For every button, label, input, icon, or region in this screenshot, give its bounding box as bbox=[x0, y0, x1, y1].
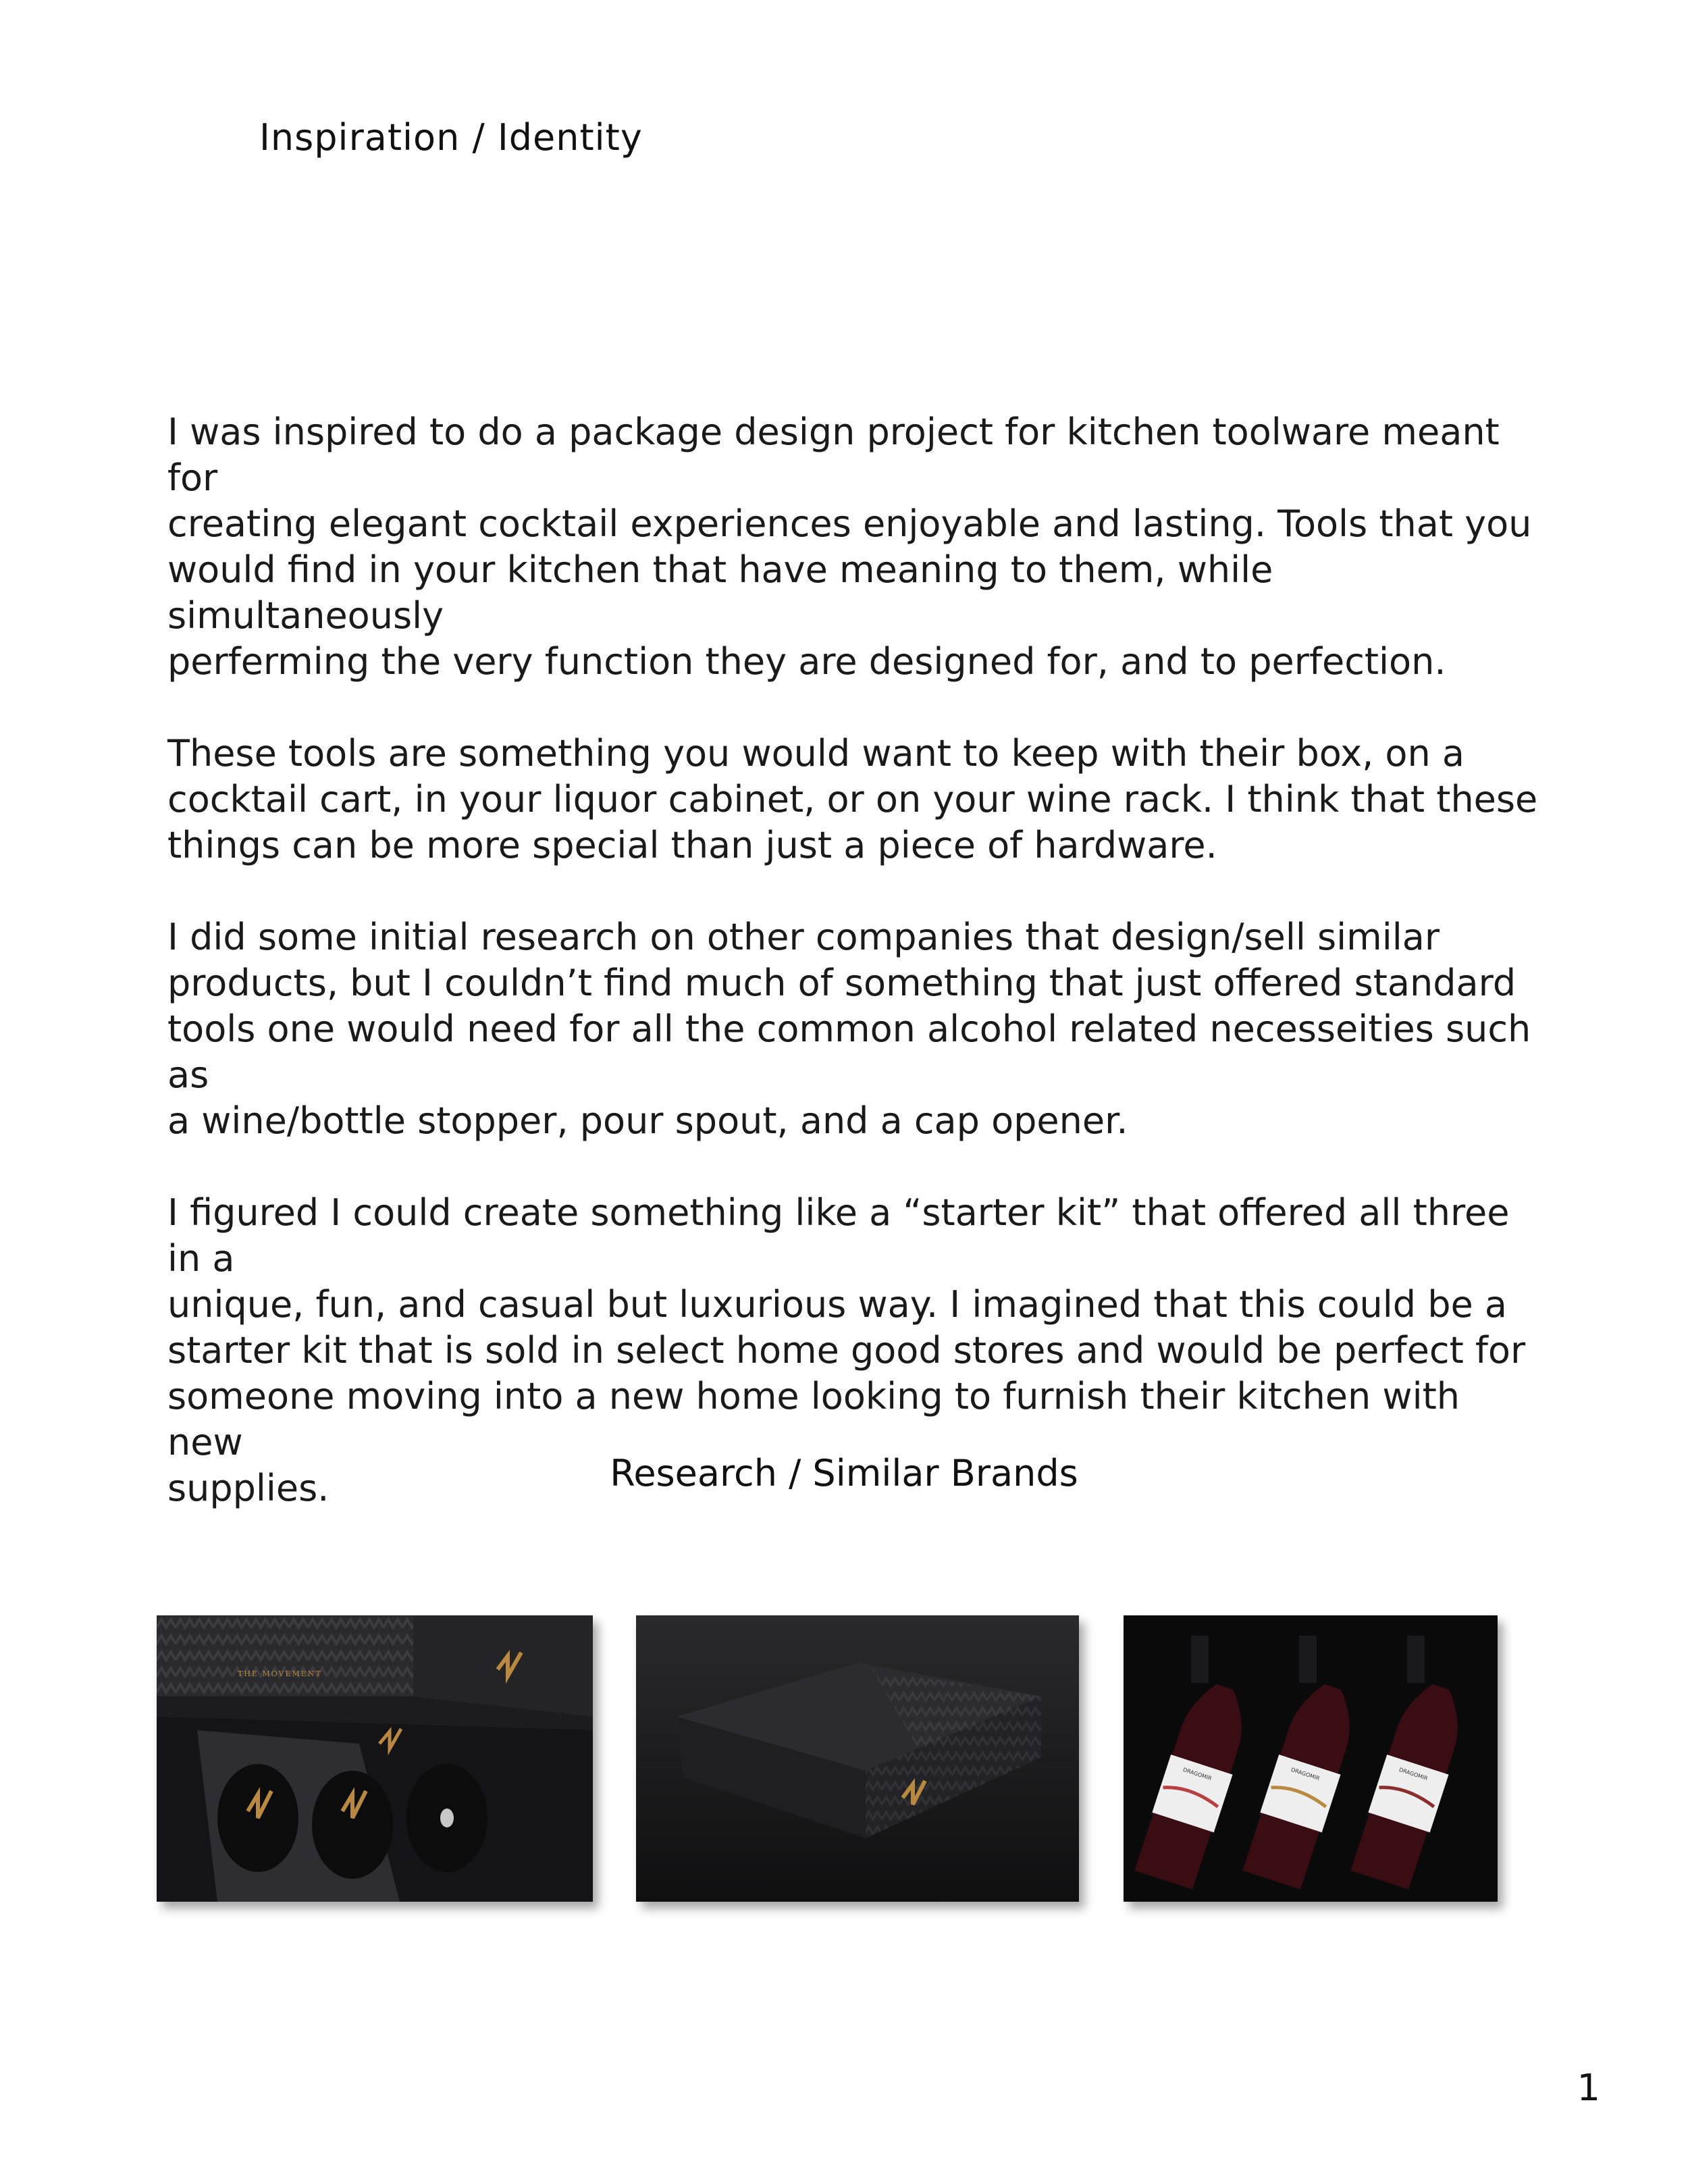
research-heading: Research / Similar Brands bbox=[610, 1452, 1078, 1494]
open-wine-box-photo bbox=[157, 1615, 593, 1902]
paragraph-2: These tools are something you would want to keep with their box, on a cocktail cart, in your liquor cabinet, or on your wine rack. I think that these things can be more special than just a piece of hardware. bbox=[167, 732, 1538, 866]
svg-text:DRAGOMIR: DRAGOMIR bbox=[1290, 1766, 1321, 1782]
paragraph-4: I figured I could create something like a “starter kit” that offered all three in a unique, fun, and casual but luxurious way. I imagined that this could be a starter kit that is sold in select home good stores and would be perfect for someone moving into a new home looking to furnish their kitchen with new supplies. bbox=[167, 1191, 1526, 1509]
svg-text:DRAGOMIR: DRAGOMIR bbox=[1182, 1766, 1213, 1782]
svg-text:THE MOVEMENT: THE MOVEMENT bbox=[238, 1669, 322, 1678]
svg-text:DRAGOMIR: DRAGOMIR bbox=[1398, 1766, 1429, 1782]
body-text bbox=[167, 409, 1545, 1557]
page-title: Inspiration / Identity bbox=[259, 116, 643, 159]
page-number: 1 bbox=[1577, 2066, 1600, 2109]
three-wine-bottles-photo bbox=[1124, 1615, 1498, 1902]
closed-wine-box-photo bbox=[636, 1615, 1079, 1902]
paragraph-1: I was inspired to do a package design project for kitchen toolware meant for creating elegant cocktail experiences enjoyable and lasting. Tools that you would find in your kitchen that have meaning to them, while simultaneously perferming the very function they are designed for, and to perfection. bbox=[167, 411, 1532, 683]
paragraph-3: I did some initial research on other companies that design/sell similar products, but I couldn’t find much of something that just offered standard tools one would need for all the common alcohol related necesseities such as a wine/bottle stopper, pour spout, and a cap opener. bbox=[167, 916, 1531, 1142]
